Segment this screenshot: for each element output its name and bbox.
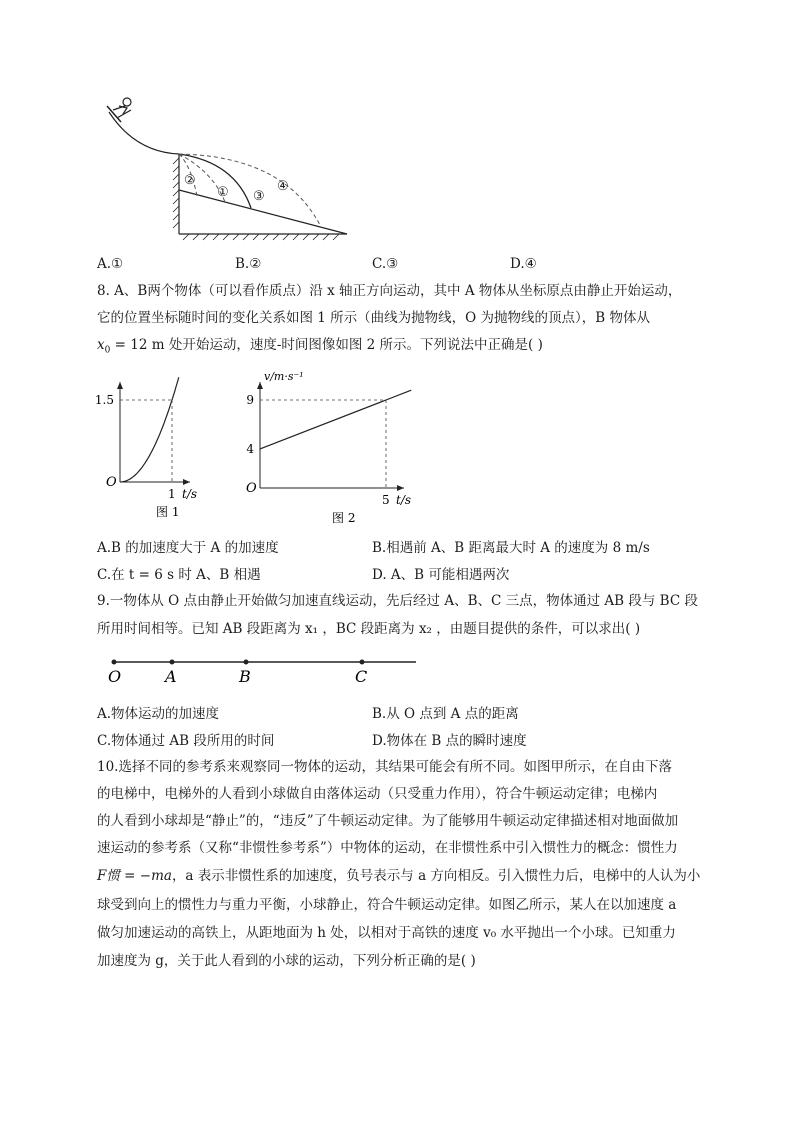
q9-option-c[interactable]: C.物体通过 AB 段所用的时间 <box>97 733 275 749</box>
trajectory-4 <box>179 154 321 227</box>
chart-2 <box>246 368 435 528</box>
q10-line-1: 10.选择不同的参考系来观察同一物体的运动，其结果可能会有所不同。如图甲所示，在自由下落 <box>97 759 672 775</box>
origin-label: O <box>106 475 117 490</box>
q8-option-d[interactable]: D. A、B 可能相遇两次 <box>372 567 510 583</box>
q8-option-b[interactable]: B.相遇前 A、B 距离最大时 A 的速度为 8 m/s <box>372 540 650 556</box>
q8-line-1: 8. A、B两个物体（可以看作质点）沿 x 轴正方向运动，其中 A 物体从坐标原点由静止开始运动， <box>97 283 682 299</box>
y-tick-label: 9 <box>246 393 254 407</box>
point-c: C <box>355 667 368 686</box>
skier-icon <box>107 98 131 122</box>
x0-var: x <box>97 337 105 353</box>
q8-line-3 <box>97 335 543 361</box>
point-o: O <box>108 667 122 686</box>
q8-line-2: 它的位置坐标随时间的变化关系如图 1 所示（曲线为抛物线，O 为抛物线的顶点），B 物体从 <box>97 310 650 326</box>
x-axis-label: t/s <box>182 487 198 501</box>
q9-number-line <box>100 650 420 688</box>
series-line <box>260 390 411 449</box>
q7-option-c[interactable]: C.③ <box>372 256 399 272</box>
q10-line-7: 做匀加速运动的高铁上，从距地面为 h 处，以相对于高铁的速度 v₀ 水平抛出一个小球。已知重力 <box>97 925 676 941</box>
chart-title: 图 1 <box>156 505 180 519</box>
point-b: B <box>239 667 251 686</box>
y-tick-label: 4 <box>246 441 254 456</box>
chart-1 <box>94 362 235 522</box>
slope-curve <box>109 112 179 154</box>
q9-line-2: 所用时间相等。已知 AB 段距离为 x₁ ，BC 段距离为 x₂ ，由题目提供的条件，可以求出( ) <box>97 621 641 637</box>
q10-line-5 <box>97 866 700 886</box>
y-axis-arrow <box>117 382 123 389</box>
q9-option-a[interactable]: A.物体运动的加速度 <box>97 706 220 722</box>
series-line <box>120 377 179 482</box>
q7-option-b[interactable]: B.② <box>235 256 262 272</box>
x0-eq: = 12 m <box>110 337 165 353</box>
label-4: ④ <box>277 179 289 194</box>
q10-line-4: 速运动的参考系（又称“非惯性参考系”）中物体的运动，在非惯性系中引入惯性力的概念：惯性力 <box>97 840 678 856</box>
ski-slope-figure <box>95 92 355 244</box>
y-axis-arrow <box>257 382 263 389</box>
q8-option-c[interactable]: C.在 t = 6 s 时 A、B 相遇 <box>97 567 261 583</box>
q8-option-a[interactable]: A.B 的加速度大于 A 的加速度 <box>97 540 279 556</box>
q8-line-3-rest: 处开始运动，速度-时间图像如图 2 所示。下列说法中正确是( ) <box>164 337 543 353</box>
q9-option-b[interactable]: B.从 O 点到 A 点的距离 <box>372 706 519 722</box>
q10-line-6: 球受到向上的惯性力与重力平衡，小球静止，符合牛顿运动定律。如图乙所示，某人在以加速度 a <box>97 897 677 913</box>
q9-option-d[interactable]: D.物体在 B 点的瞬时速度 <box>372 733 527 749</box>
label-1: ① <box>217 185 229 200</box>
q9-line-1: 9.一物体从 O 点由静止开始做匀加速直线运动，先后经过 A、B、C 三点，物体通过 AB 段与 BC 段 <box>97 593 698 609</box>
origin-label: O <box>246 481 257 496</box>
q10-line-8: 加速度为 g，关于此人看到的小球的运动，下列分析正确的是( ) <box>97 953 476 969</box>
label-3: ③ <box>253 189 265 204</box>
inertial-force-formula: F惯 = −ma <box>97 868 172 884</box>
chart-title: 图 2 <box>332 511 356 525</box>
x-axis-arrow <box>183 479 190 485</box>
q7-option-a[interactable]: A.① <box>97 256 124 272</box>
x-tick-label: 5 <box>382 493 390 507</box>
x0-sub: 0 <box>104 345 111 356</box>
q10-line-3: 的人看到小球却是“静止”的，“违反”了牛顿运动定律。为了能够用牛顿运动定律描述相对地面做加 <box>97 813 679 829</box>
y-axis-label: v/m·s⁻¹ <box>264 370 304 383</box>
x-axis-arrow <box>397 485 404 491</box>
q7-option-d[interactable]: D.④ <box>510 256 537 272</box>
x-axis-label: t/s <box>396 493 412 507</box>
x-tick-label: 1 <box>168 487 176 501</box>
y-tick-label: 1.5 <box>94 393 114 407</box>
q10-line-2: 的电梯中，电梯外的人看到小球做自由落体运动（只受重力作用），符合牛顿运动定律；电梯内 <box>97 786 658 802</box>
q10-line-5-rest: ，a 表示非惯性系的加速度，负号表示与 a 方向相反。引入惯性力后，电梯中的人认为小 <box>171 868 701 884</box>
label-2: ② <box>184 173 196 188</box>
point-a: A <box>165 667 177 686</box>
